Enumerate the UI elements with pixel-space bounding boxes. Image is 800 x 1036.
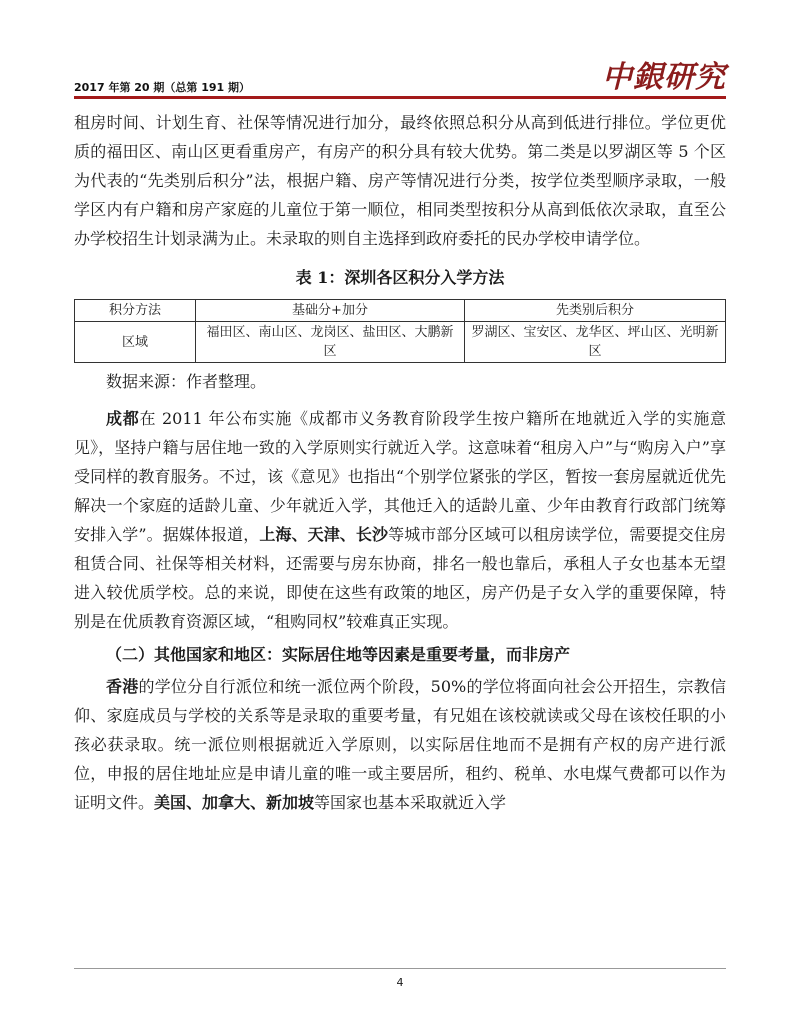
paragraph-text: 在 2011 年公布实施《成都市义务教育阶段学生按户籍所在地就近入学的实施意见》，坚持户籍与居住地一致的入学原则实行就近入学。这意味着“租房入户”与“购房入户”享受同样的教育服务。不过，该《意见》也指出“个别学位紧张的学区，暂按一套房屋就近优先解决一个家庭的适龄儿童、少年就近入学，其他迁入的适龄儿童、少年由教育行政部门统筹安排入学”。据媒体报道， (74, 409, 726, 544)
shenzhen-points-table (74, 299, 726, 363)
page-header (74, 0, 726, 100)
table-source: 数据来源：作者整理。 (106, 372, 267, 391)
issue-number: 2017 年第 20 期（总第 191 期） (74, 81, 251, 94)
table-header-cell: 先类别后积分 (465, 300, 726, 322)
table-cell: 罗湖区、宝安区、龙华区、坪山区、光明新区 (465, 322, 726, 363)
table-cell: 区域 (75, 322, 196, 363)
paragraph-text: 等国家也基本采取就近入学 (314, 793, 507, 812)
paragraph-hongkong (74, 672, 726, 817)
footer-divider (74, 968, 726, 969)
table-header-cell: 积分方法 (75, 300, 196, 322)
table-row (75, 322, 726, 363)
keyword-chengdu: 成都 (106, 409, 140, 428)
keyword-hongkong: 香港 (106, 677, 139, 696)
header-divider (74, 96, 726, 99)
paragraph-chengdu (74, 404, 726, 636)
table-header-row (75, 300, 726, 322)
paragraph-shenzhen-continued: 租房时间、计划生育、社保等情况进行加分，最终依照总积分从高到低进行排位。学位更优质的福田区、南山区更看重房产，有房产的积分具有较大优势。第二类是以罗湖区等 5 个区为代表的“先类别后积分”法，根据户籍、房产等情况进行分类，按学位类型顺序录取，一般学区内有户籍和房产家庭的儿童位于第一顺位，相同类型按积分从高到低依次录取，直至公办学校招生计划录满为止。未录取的则自主选择到政府委托的民办学校申请学位。 (74, 113, 726, 248)
table-title: 表 1：深圳各区积分入学方法 (295, 268, 505, 287)
paragraph-text: 的学位分自行派位和统一派位两个阶段，50%的学位将面向社会公开招生，宗教信仰、家庭成员与学校的关系等是录取的重要考量，有兄姐在该校就读或父母在该校任职的小孩必获录取。统一派位则根据就近入学原则，以实际居住地而不是拥有产权的房产进行派位，申报的居住地址应是申请儿童的唯一或主要居所，租约、税单、水电煤气费都可以作为证明文件。 (74, 677, 726, 812)
section-heading: （二）其他国家和地区：实际居住地等因素是重要考量，而非房产 (106, 645, 571, 664)
keyword-countries: 美国、加拿大、新加坡 (154, 793, 315, 812)
brand-logo: 中銀研究 (602, 60, 726, 95)
keyword-cities: 上海、天津、长沙 (259, 525, 389, 544)
main-content (74, 108, 726, 817)
table-header-cell: 基础分+加分 (196, 300, 465, 322)
page-number: 4 (396, 976, 404, 989)
table-cell: 福田区、南山区、龙岗区、盐田区、大鹏新区 (196, 322, 465, 363)
paragraph-text: 等城市部分区域可以租房读学位，需要提交住房租赁合同、社保等相关材料，还需要与房东协商，排名一般也靠后，承租人子女也基本无望进入较优质学校。总的来说，即使在这些有政策的地区，房产仍是子女入学的重要保障，特别是在优质教育资源区域，“租购同权”较难真正实现。 (74, 525, 726, 631)
